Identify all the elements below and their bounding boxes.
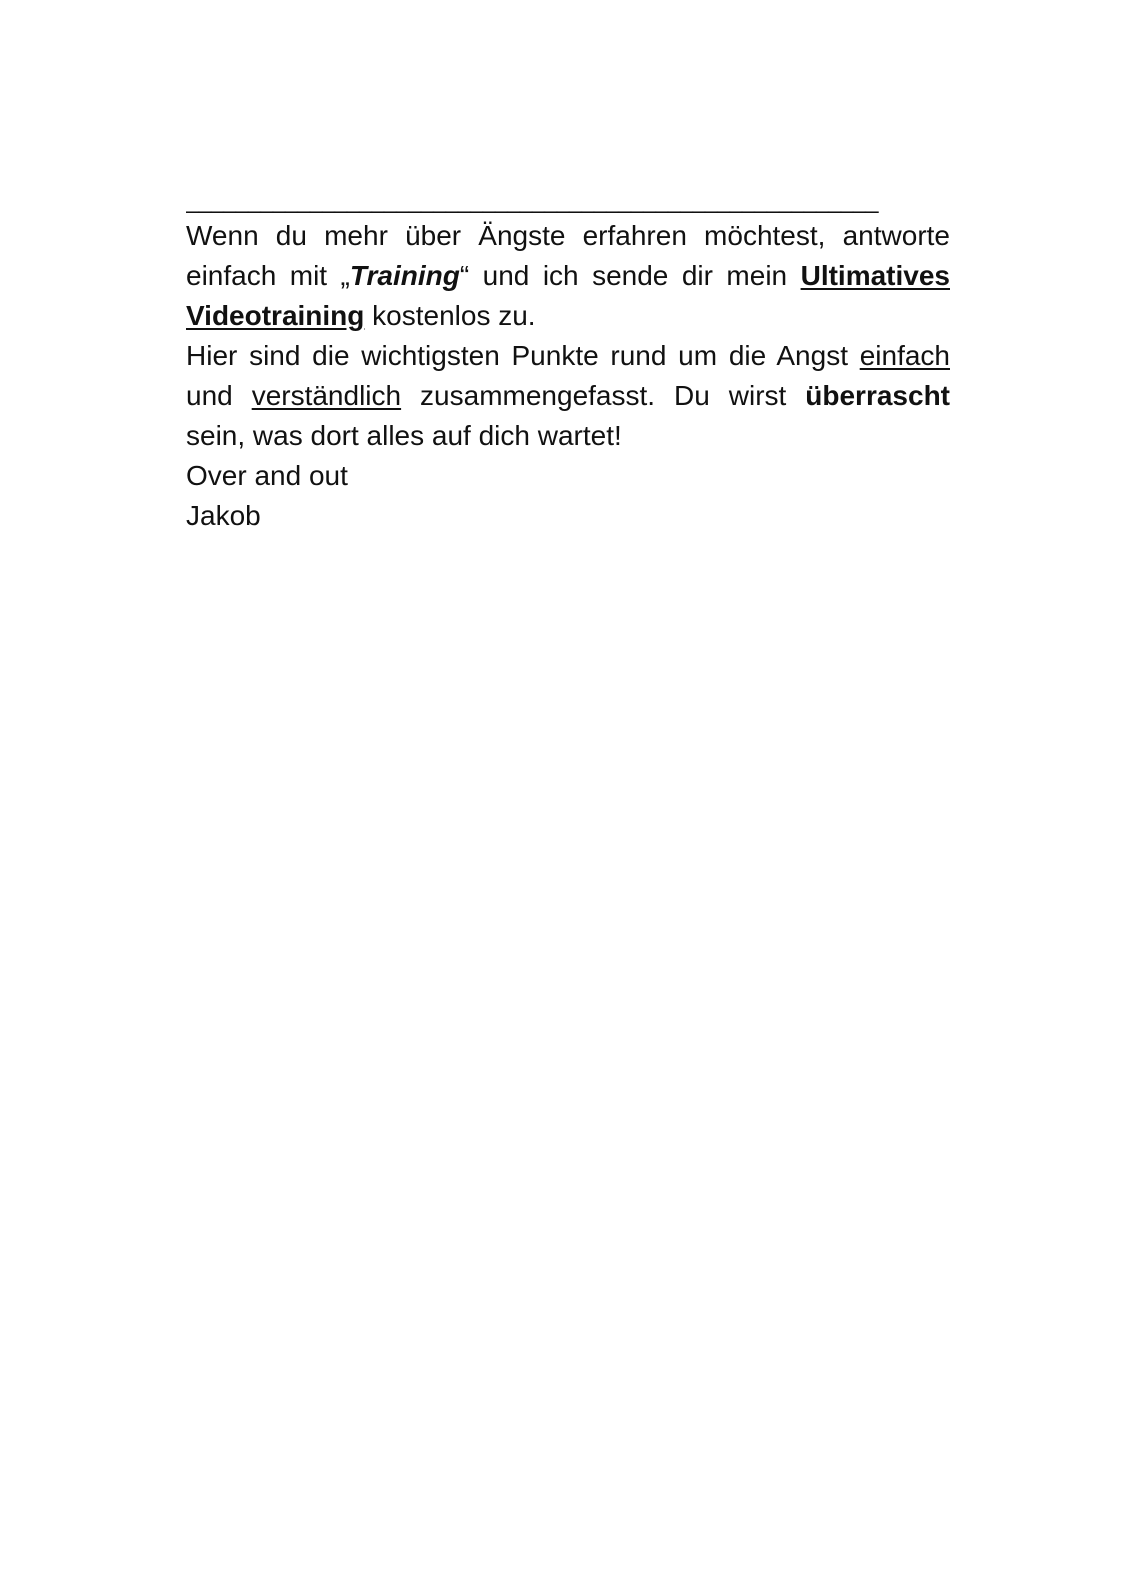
separator-line: ________________________________________________________: [186, 187, 878, 214]
keyword-training: Training: [349, 260, 460, 291]
paragraph-text: Wenn du mehr über Ängste erfahren möchtest, antworte einfach mit „: [186, 220, 950, 291]
paragraph-text: zusammengefasst. Du wirst: [401, 380, 806, 411]
paragraph-text: sein, was dort alles auf dich wartet!: [186, 420, 622, 451]
underlined-word-verstaendlich: verständlich: [251, 380, 402, 411]
videotraining-link[interactable]: Ultimatives Videotraining: [186, 260, 950, 331]
paragraph-text: und: [186, 380, 252, 411]
paragraph-text: kostenlos zu.: [364, 300, 536, 331]
paragraph-summary: [186, 336, 950, 456]
document-body: [186, 186, 950, 536]
paragraph-text: “ und ich sende dir mein: [459, 260, 801, 291]
paragraph-training-offer: [186, 216, 950, 336]
bold-word-ueberrascht: überrascht: [805, 380, 950, 411]
underlined-word-einfach: einfach: [859, 340, 950, 371]
signoff-line: Over and out: [186, 460, 348, 491]
signoff: [186, 456, 950, 536]
signature-name: Jakob: [186, 500, 261, 531]
paragraph-text: Hier sind die wichtigsten Punkte rund um die Angst: [186, 340, 860, 371]
